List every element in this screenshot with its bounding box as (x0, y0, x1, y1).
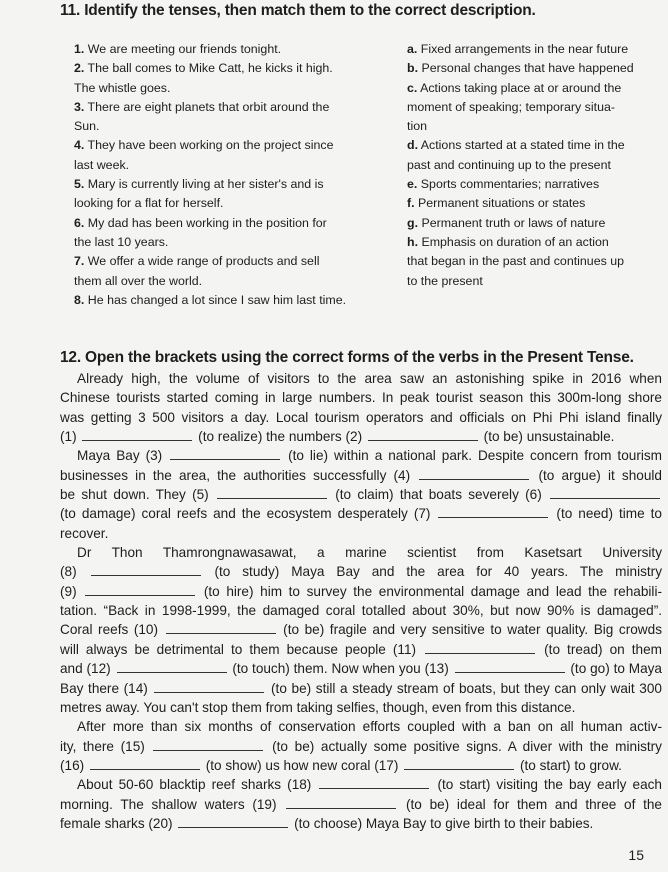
sentence-line (74, 233, 394, 252)
description-marker: f. (407, 196, 415, 211)
text-fragment: (to start) visiting the bay early each (431, 777, 662, 793)
answer-blank[interactable] (425, 641, 535, 654)
sentence-line (74, 59, 394, 78)
sentence-text: He has changed a lot since I saw him last time. (84, 292, 347, 307)
sentence-line (74, 194, 394, 213)
sentence-marker: 4. (74, 138, 85, 153)
text-fragment: (to show) us how new coral (17) (201, 757, 403, 773)
sentence-text: the last 10 years. (74, 234, 169, 249)
sentence-text: Sun. (74, 119, 100, 134)
text-line (60, 504, 662, 523)
text-fragment: female sharks (20) (60, 815, 177, 831)
text-fragment: (to claim) that boats severely (6) (328, 487, 548, 503)
sentence-text: There are eight planets that orbit around the (84, 99, 330, 114)
description-line (407, 136, 667, 155)
description-line (407, 233, 667, 252)
text-fragment: recover. (60, 525, 109, 541)
text-fragment: (to go) to Maya (566, 661, 662, 677)
text-fragment: businesses in the area, the authorities successfully (4) (60, 467, 418, 483)
description-text: moment of speaking; temporary situa- (407, 99, 615, 114)
text-line (60, 679, 662, 698)
text-line (60, 466, 662, 485)
text-line (60, 717, 662, 736)
text-fragment: (to be) fragile and very sensitive to water quality. Big crowds (277, 622, 662, 638)
text-fragment: (16) (60, 757, 88, 773)
answer-blank[interactable] (419, 467, 529, 480)
text-fragment: metres away. You can't stop them from taking selfies, though, even from this distance. (60, 699, 576, 715)
sentences-column (74, 40, 394, 310)
text-fragment: (to start) to grow. (516, 757, 622, 773)
sentence-text: We are meeting our friends tonight. (84, 42, 282, 56)
answer-blank[interactable] (217, 486, 327, 499)
text-fragment: (to lie) within a national park. Despite concern from tourism (282, 448, 663, 464)
text-line (60, 388, 662, 407)
answer-blank[interactable] (319, 776, 429, 789)
descriptions-column (407, 40, 667, 291)
description-text: to the present (407, 273, 483, 288)
answer-blank[interactable] (438, 505, 548, 518)
text-line (60, 640, 662, 659)
text-line (60, 795, 662, 814)
answer-blank[interactable] (455, 660, 565, 673)
sentence-text: The ball comes to Mike Catt, he kicks it high. (84, 61, 333, 76)
text-fragment: (to realize) the numbers (2) (194, 429, 366, 445)
sentence-line (74, 98, 394, 117)
description-line (407, 214, 667, 233)
description-marker: g. (407, 215, 419, 230)
answer-blank[interactable] (166, 621, 276, 634)
description-text: Emphasis on duration of an action (418, 234, 609, 249)
description-line (407, 156, 667, 175)
text-fragment: (to be) still a steady stream of boats, but they can only wait 300 (266, 680, 662, 696)
text-line (60, 775, 662, 794)
text-fragment: (to touch) them. Now when you (13) (228, 661, 453, 677)
text-line (60, 737, 662, 756)
sentence-line (74, 272, 394, 291)
sentence-line (74, 79, 394, 98)
answer-blank[interactable] (404, 757, 514, 770)
text-line (60, 582, 662, 601)
exercise-11-title: 11. Identify the tenses, then match them to the correct description. (60, 2, 536, 19)
description-text: that began in the past and continues up (407, 254, 625, 269)
text-fragment: will always be detrimental to them because people (11) (60, 641, 424, 657)
description-text: Sports commentaries; narratives (417, 177, 600, 192)
text-fragment: (to be) actually some positive signs. A diver with the ministry (265, 738, 662, 754)
description-text: Actions started at a stated time in the (418, 138, 625, 153)
description-marker: c. (407, 80, 418, 95)
text-line (60, 446, 662, 465)
sentence-text: looking for a flat for herself. (74, 196, 224, 211)
text-fragment: Maya Bay (3) (77, 448, 169, 464)
text-fragment: (8) (60, 564, 89, 580)
description-marker: h. (407, 234, 419, 249)
answer-blank[interactable] (117, 660, 227, 673)
description-line (407, 117, 667, 136)
sentence-marker: 5. (74, 177, 85, 192)
text-line (60, 620, 662, 639)
description-marker: b. (407, 61, 419, 76)
text-line (60, 659, 662, 678)
text-fragment: (to hire) him to survey the environmental damage and lead the rehabili- (197, 583, 663, 599)
text-fragment: (9) (60, 583, 84, 599)
sentence-line (74, 252, 394, 271)
text-fragment: Chinese tourists started coming in large numbers. In peak tourist season this 300m-long shore (60, 390, 662, 406)
answer-blank[interactable] (170, 447, 280, 460)
text-fragment: (to be) unsustainable. (479, 429, 615, 445)
text-fragment: (to tread) on them (537, 641, 662, 657)
page-number: 15 (628, 847, 644, 863)
sentence-marker: 6. (74, 215, 85, 230)
text-line (60, 369, 662, 388)
sentence-line (74, 214, 394, 233)
sentence-line (74, 175, 394, 194)
sentence-text: We offer a wide range of products and sell (84, 254, 320, 269)
sentence-line (74, 291, 394, 310)
text-line (60, 601, 662, 620)
description-text: Permanent situations or states (414, 196, 586, 211)
text-line (60, 814, 662, 833)
text-line (60, 562, 662, 581)
sentence-marker: 7. (74, 254, 85, 269)
sentence-marker: 3. (74, 99, 85, 114)
sentence-line (74, 117, 394, 136)
description-marker: e. (407, 177, 418, 192)
sentence-marker: 2. (74, 61, 85, 76)
sentence-text: last week. (74, 157, 130, 172)
description-text: Fixed arrangements in the near future (417, 42, 629, 56)
description-line (407, 175, 667, 194)
sentence-line (74, 156, 394, 175)
text-fragment: About 50-60 blacktip reef sharks (18) (77, 777, 318, 793)
text-fragment: morning. The shallow waters (19) (60, 796, 285, 812)
answer-blank[interactable] (90, 757, 200, 770)
answer-blank[interactable] (178, 815, 288, 828)
text-line (60, 543, 662, 562)
answer-blank[interactable] (85, 583, 195, 596)
description-line (407, 59, 667, 78)
text-fragment: ity, there (15) (60, 738, 152, 754)
text-fragment: was getting 3 500 visitors a day. Local tourism operators and officials on Phi Phi island finally (60, 409, 662, 425)
description-marker: d. (407, 138, 419, 153)
text-fragment: (to argue) it should (531, 467, 662, 483)
text-fragment: (to need) time to (550, 506, 662, 522)
description-line (407, 252, 667, 271)
answer-blank[interactable] (154, 680, 264, 693)
text-fragment: be shut down. They (5) (60, 487, 215, 503)
sentence-text: My dad has been working in the position for (84, 215, 327, 230)
description-line (407, 98, 667, 117)
text-line (60, 698, 662, 717)
description-text: tion (407, 119, 427, 134)
sentence-marker: 8. (74, 292, 85, 307)
answer-blank[interactable] (550, 486, 660, 499)
text-fragment: (to be) ideal for them and three of the (398, 796, 662, 812)
sentence-line (74, 136, 394, 155)
exercise-12-text (60, 369, 662, 833)
sentence-text: The whistle goes. (74, 80, 171, 95)
description-line (407, 272, 667, 291)
text-fragment: After more than six months of conservation efforts coupled with a ban on all human activ- (77, 719, 662, 735)
text-fragment: (to study) Maya Bay and the area for 40 years. The ministry (202, 564, 663, 580)
answer-blank[interactable] (82, 428, 192, 441)
description-line (407, 40, 667, 59)
sentence-text: Mary is currently living at her sister's and is (84, 177, 324, 192)
sentence-line (74, 40, 394, 59)
text-fragment: Coral reefs (10) (60, 622, 164, 638)
text-line (60, 524, 662, 543)
answer-blank[interactable] (286, 796, 396, 809)
text-line (60, 408, 662, 427)
answer-blank[interactable] (91, 563, 201, 576)
sentence-marker: 1. (74, 42, 85, 56)
sentence-text: them all over the world. (74, 273, 203, 288)
text-fragment: (1) (60, 429, 81, 445)
text-fragment: (to choose) Maya Bay to give birth to their babies. (290, 815, 594, 831)
description-line (407, 194, 667, 213)
text-fragment: and (12) (60, 661, 115, 677)
text-line (60, 427, 662, 446)
description-text: Permanent truth or laws of nature (418, 215, 606, 230)
answer-blank[interactable] (368, 428, 478, 441)
sentence-text: They have been working on the project since (84, 138, 334, 153)
text-fragment: Bay there (14) (60, 680, 153, 696)
text-line (60, 485, 662, 504)
description-line (407, 79, 667, 98)
text-line (60, 756, 662, 775)
description-marker: a. (407, 42, 418, 56)
text-fragment: Already high, the volume of visitors to the area saw an astonishing spike in 2016 when (77, 371, 662, 386)
answer-blank[interactable] (153, 738, 263, 751)
text-fragment: tation. “Back in 1998-1999, the damaged coral totalled about 30%, but now 90% is damaged”. (60, 603, 662, 619)
description-text: Actions taking place at or around the (417, 80, 622, 95)
text-fragment: Dr Thon Thamrongnawasawat, a marine scientist from Kasetsart University (77, 545, 662, 561)
description-text: past and continuing up to the present (407, 157, 611, 172)
exercise-12-title: 12. Open the brackets using the correct forms of the verbs in the Present Tense. (60, 349, 634, 366)
description-text: Personal changes that have happened (418, 61, 634, 76)
text-fragment: (to damage) coral reefs and the ecosystem desperately (7) (60, 506, 437, 522)
